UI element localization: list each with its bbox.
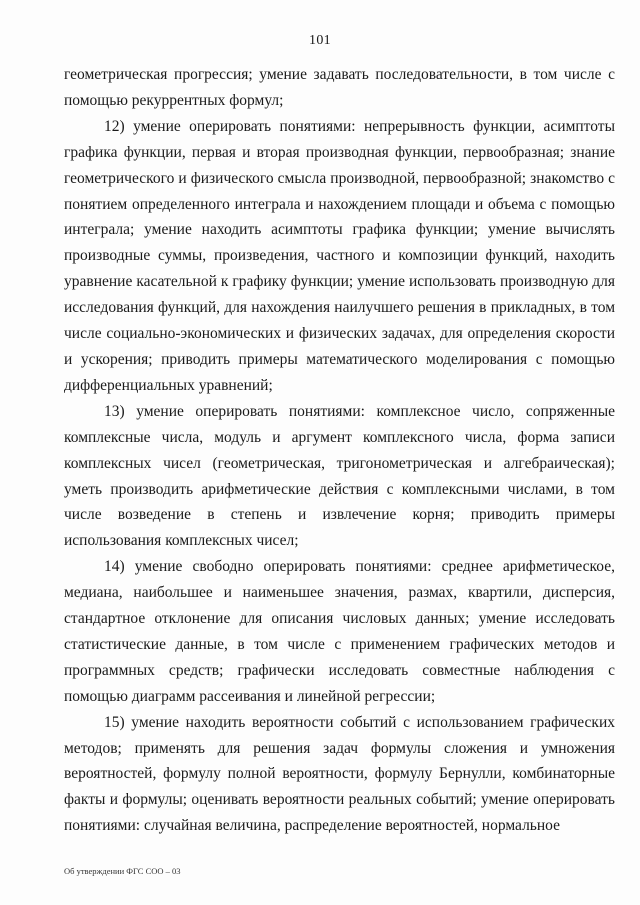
paragraph-item-12: 12) умение оперировать понятиями: непрерывность функции, асимптоты графика функции, первая и вторая производная функции, первообразная; знание геометрического и физического смысла производной, первообразной; знакомство с понятием определенного интеграла и нахождением площади и объема с помощью интеграла; умение находить асимптоты графика функции; умение вычислять производные суммы, произведения, частного и композиции функций, находить уравнение касательной к графику функции; умение использовать производную для исследования функций, для нахождения наилучшего решения в прикладных, в том числе социально-экономических и физических задачах, для определения скорости и ускорения; приводить примеры математического моделирования с помощью дифференциальных уравнений;: [64, 117, 615, 394]
paragraph-item-15: 15) умение находить вероятности событий с использованием графических методов; применять для решения задач формулы сложения и умножения вероятностей, формулу полной вероятности, формулу Бернулли, комбинаторные факты и формулы; оценивать вероятности реальных событий; умение оперировать понятиями: случайная величина, распределение вероятностей, нормальное: [64, 713, 615, 835]
page-number: 101: [309, 33, 331, 48]
paragraph-item-14: 14) умение свободно оперировать понятиями: среднее арифметическое, медиана, наибольшее и наименьшее значения, размах, квартили, дисперсия, стандартное отклонение для описания числовых данных; умение исследовать статистические данные, в том числе с применением графических методов и программных средств; графически исследовать совместные наблюдения с помощью диаграмм рассеивания и линейной регрессии;: [64, 558, 615, 705]
document-footer: Об утверждении ФГС СОО – 03: [64, 866, 181, 876]
body-text: [64, 62, 615, 839]
paragraph-item-13: 13) умение оперировать понятиями: комплексное число, сопряженные комплексные числа, модуль и аргумент комплексного числа, форма записи комплексных чисел (геометрическая, тригонометрическая и алгебраическая); уметь производить арифметические действия с комплексными числами, в том числе возведение в степень и извлечение корня; приводить примеры использования комплексных чисел;: [64, 402, 615, 550]
paragraph-continuation: геометрическая прогрессия; умение задавать последовательности, в том числе с помощью рекуррентных формул;: [64, 66, 615, 109]
